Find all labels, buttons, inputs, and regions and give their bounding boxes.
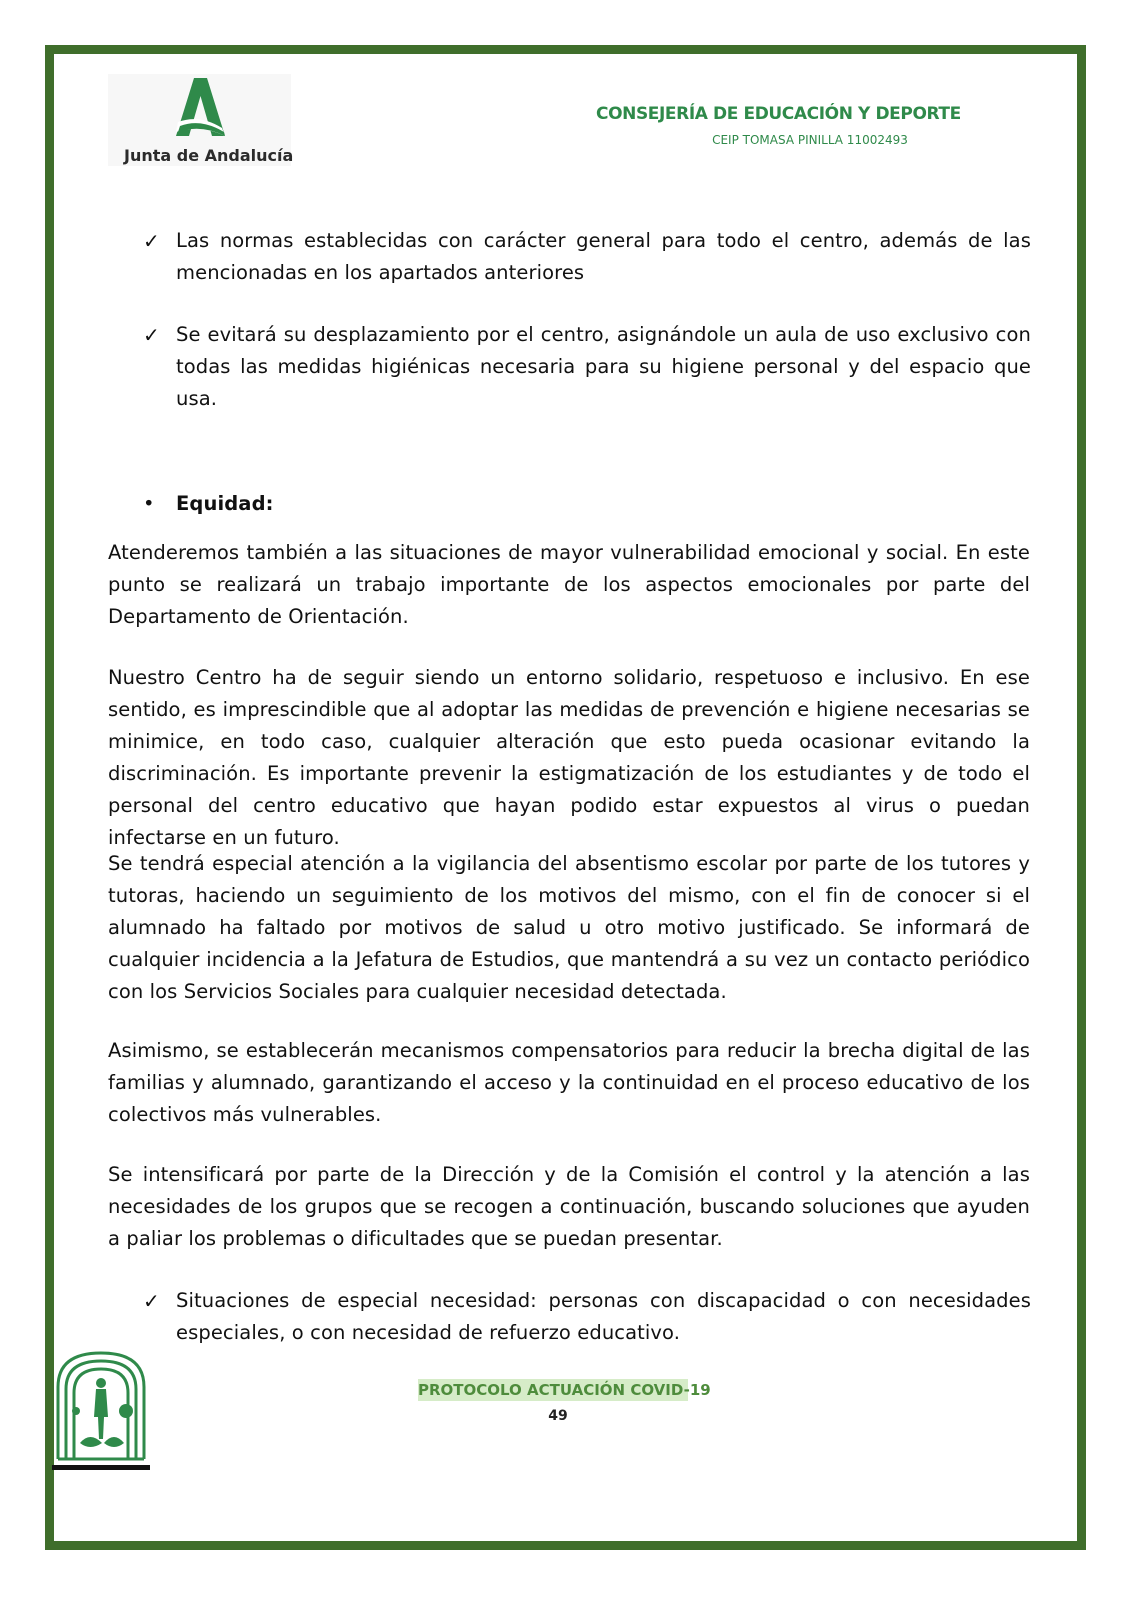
school-subtitle: CEIP TOMASA PINILLA 11002493 (712, 133, 908, 147)
check-item (143, 1285, 1031, 1349)
check-item-text: Se evitará su desplazamiento por el centro, asignándole un aula de uso exclusivo con todas las medidas higiénicas necesaria para su higiene personal y del espacio que usa. (176, 323, 1031, 410)
checkmark-icon: ✓ (143, 1289, 160, 1313)
check-item-text: Las normas establecidas con carácter general para todo el centro, además de las mencionadas en los apartados anteriores (176, 229, 1031, 284)
logo-label: Junta de Andalucía (124, 146, 294, 165)
check-item (143, 319, 1031, 415)
andalucia-coat-of-arms-icon (52, 1347, 150, 1471)
paragraph: Atenderemos también a las situaciones de mayor vulnerabilidad emocional y social. En este punto se realizará un trabajo importante de los aspectos emocionales por parte del Departamento de Orientación. (108, 541, 1030, 628)
paragraph: Se tendrá especial atención a la vigilancia del absentismo escolar por parte de los tutores y tutoras, haciendo un seguimiento de los motivos del mismo, con el fin de conocer si el alumnado ha faltado por motivos de salud u otro motivo justificado. Se informará de cualquier incidencia a la Jefatura de Estudios, que mantendrá a su vez un contacto periódico con los Servicios Sociales para cualquier necesidad detectada. (108, 852, 1030, 1003)
department-title: CONSEJERÍA DE EDUCACIÓN Y DEPORTE (596, 104, 961, 124)
checkmark-icon: ✓ (143, 323, 160, 347)
paragraph: Asimismo, se establecerán mecanismos compensatorios para reducir la brecha digital de las familias y alumnado, garantizando el acceso y la continuidad en el proceso educativo de los colectivos más vulnerables. (108, 1039, 1030, 1126)
checkmark-icon: ✓ (143, 229, 160, 253)
footer-title: PROTOCOLO ACTUACIÓN COVID-19 (418, 1381, 711, 1399)
check-item (143, 225, 1031, 289)
page-number: 49 (548, 1408, 568, 1424)
paragraph: Nuestro Centro ha de seguir siendo un entorno solidario, respetuoso e inclusivo. En ese sentido, es imprescindible que al adoptar las medidas de prevención e higiene necesarias se minimice, en todo caso, cualquier alteración que esto pueda ocasionar evitando la discriminación. Es importante prevenir la estigmatización de los estudiantes y de todo el personal del centro educativo que hayan podido estar expuestos al virus o puedan infectarse en un futuro. (108, 666, 1030, 849)
bullet-icon: • (143, 492, 155, 515)
section-title: Equidad: (176, 492, 274, 515)
paragraph: Se intensificará por parte de la Dirección y de la Comisión el control y la atención a las necesidades de los grupos que se recogen a continuación, buscando soluciones que ayuden a paliar los problemas o dificultades que se puedan presentar. (108, 1163, 1030, 1250)
check-item-text: Situaciones de especial necesidad: personas con discapacidad o con necesidades especiales, o con necesidad de refuerzo educativo. (176, 1289, 1031, 1344)
